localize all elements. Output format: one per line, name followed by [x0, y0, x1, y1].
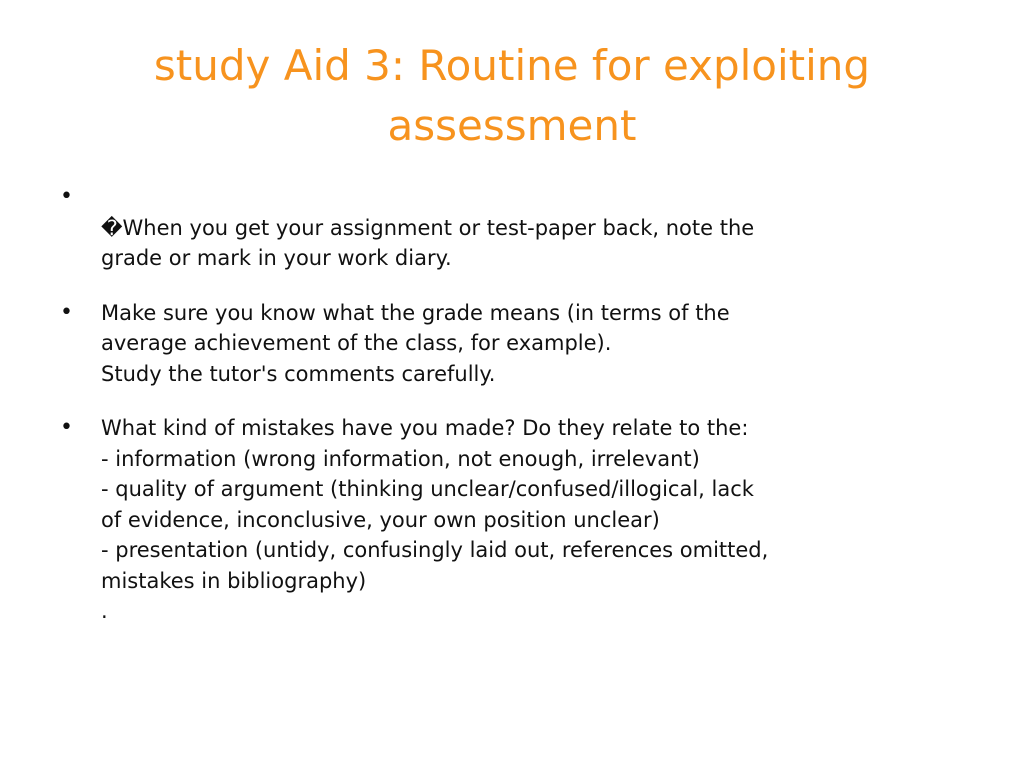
bullet-3-line-1: What kind of mistakes have you made? Do they relate to the:	[101, 416, 749, 440]
slide-title-line-1: study Aid 3: Routine for exploiting	[153, 41, 871, 90]
bullet-3-line-4: of evidence, inconclusive, your own position unclear)	[101, 507, 660, 532]
bullet-2-line-1: Make sure you know what the grade means (in terms of the	[101, 300, 730, 325]
bullet-2-line-3: Study the tutor's comments carefully.	[101, 361, 496, 386]
slide-title-line-2: assessment	[387, 101, 637, 150]
bullet-1-line-1	[101, 182, 920, 213]
bullet-list	[60, 182, 920, 651]
slide-title	[60, 36, 964, 156]
bullet-3-line-7: .	[101, 599, 108, 623]
bullet-3-line-3: - quality of argument (thinking unclear/confused/illogical, lack	[101, 477, 754, 501]
bullet-2-line-2: average achievement of the class, for example).	[101, 331, 612, 355]
bullet-dot-icon: •	[60, 184, 73, 209]
bullet-dot-icon: •	[60, 415, 73, 440]
bullet-3-line-6: mistakes in bibliography)	[101, 568, 367, 593]
bullet-item-3	[60, 413, 920, 627]
bullet-1-line-2: �When you get your assignment or test-paper back, note the	[101, 215, 755, 240]
bullet-3-line-2: - information (wrong information, not enough, irrelevant)	[101, 446, 700, 471]
bullet-item-1	[60, 182, 920, 274]
bullet-3-line-5: - presentation (untidy, confusingly laid out, references omitted,	[101, 538, 769, 562]
bullet-1-line-3: grade or mark in your work diary.	[101, 246, 452, 270]
bullet-dot-icon: •	[60, 299, 73, 325]
bullet-item-2	[60, 298, 920, 390]
